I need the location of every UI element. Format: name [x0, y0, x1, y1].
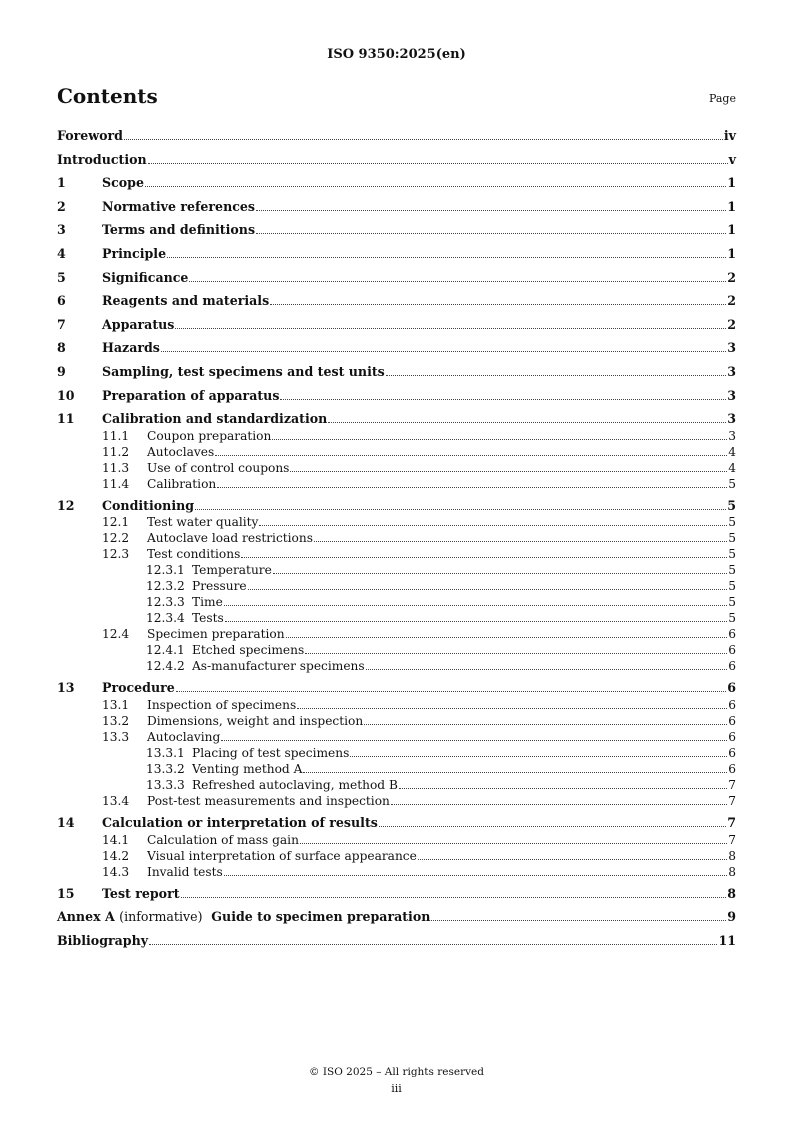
toc-entry-label: Calibration and standardization [102, 411, 328, 427]
dot-leader [221, 740, 727, 741]
dot-leader [256, 210, 726, 211]
toc-entry-page: 6 [728, 713, 736, 728]
toc-entry-number: 12.3.2 [146, 579, 185, 594]
toc-entry-label: Refreshed autoclaving, method B [192, 777, 398, 792]
toc-entry[interactable] [57, 611, 736, 627]
toc-entry-page: 5 [728, 476, 736, 491]
dot-leader [303, 772, 727, 773]
toc-entry-number: 7 [57, 316, 66, 332]
toc-entry-label: Autoclave load restrictions [147, 531, 314, 546]
toc-entry-number: 11.1 [102, 428, 130, 443]
toc-entry[interactable] [57, 933, 736, 957]
dot-leader [224, 875, 727, 876]
toc-entry-label: Normative references [102, 198, 256, 214]
dot-leader [300, 843, 727, 844]
dot-leader [366, 669, 728, 670]
toc-entry[interactable] [57, 461, 736, 477]
toc-entry[interactable] [57, 515, 736, 531]
toc-entry-number: 8 [57, 340, 66, 356]
toc-entry[interactable] [57, 659, 736, 675]
dot-leader [364, 724, 727, 725]
toc-entry-page: 8 [728, 864, 736, 879]
document-id-header: ISO 9350:2025(en) [327, 47, 466, 62]
toc-entry-number: 11.2 [102, 444, 130, 459]
toc-entry-page: 5 [728, 515, 736, 530]
toc-entry-number: 12.3.4 [146, 611, 185, 626]
toc-entry-number: 14.2 [102, 848, 130, 863]
toc-entry-number: 11 [57, 411, 75, 427]
toc-entry-page: 4 [728, 460, 736, 475]
toc-entry-label: Tests [192, 611, 224, 626]
toc-entry-label: Etched specimens [192, 643, 305, 658]
toc-entry-label: Calibration [147, 476, 217, 491]
toc-entry-page: 4 [728, 444, 736, 459]
toc-entry-page: 7 [728, 832, 736, 847]
dot-leader [175, 328, 726, 329]
toc-entry-number: 12.1 [102, 515, 130, 530]
toc-entry-label: Test conditions [147, 547, 241, 562]
toc-entry-page: v [728, 151, 736, 167]
toc-entry-number: 12.4 [102, 627, 130, 642]
page-column-label: Page [708, 92, 736, 105]
toc-entry-page: 6 [728, 761, 736, 776]
dot-leader [161, 351, 726, 352]
toc-entry[interactable] [57, 531, 736, 547]
toc-entry-label: Terms and definitions [102, 222, 256, 238]
toc-entry-number: 3 [57, 222, 66, 238]
page-title: Contents [57, 84, 158, 108]
toc-entry[interactable] [57, 627, 736, 643]
toc-entry-page: 2 [727, 269, 736, 285]
toc-entry-label: As-manufacturer specimens [192, 659, 365, 674]
toc-entry[interactable] [57, 849, 736, 865]
dot-leader [290, 471, 727, 472]
toc-entry[interactable] [57, 886, 736, 910]
toc-entry-number: 12.4.1 [146, 643, 185, 658]
toc-entry-page: 6 [727, 680, 736, 696]
toc-entry-number: 11.4 [102, 476, 130, 491]
toc-entry-number: 14 [57, 814, 75, 830]
toc-entry[interactable] [57, 445, 736, 461]
toc-entry[interactable] [57, 128, 736, 152]
toc-entry-label: Calculation of mass gain [147, 832, 299, 847]
dot-leader [259, 525, 727, 526]
dot-leader [149, 944, 717, 945]
toc-entry[interactable] [57, 595, 736, 611]
toc-entry-label: Autoclaving [147, 729, 221, 744]
toc-entry-number: 4 [57, 245, 66, 261]
toc-entry-number: 2 [57, 198, 66, 214]
toc-entry-number: 14.3 [102, 864, 130, 879]
dot-leader [286, 637, 728, 638]
toc-entry-number: 13.3.3 [146, 777, 185, 792]
toc-entry[interactable] [57, 388, 736, 412]
toc-entry-label: Sampling, test specimens and test units [102, 363, 385, 379]
annex-title: Guide to specimen preparation [211, 909, 431, 925]
dot-leader [270, 304, 726, 305]
toc-entry[interactable] [57, 222, 736, 246]
toc-entry-number: 10 [57, 387, 75, 403]
toc-entry-label: Venting method A [192, 761, 303, 776]
toc-entry[interactable] [57, 199, 736, 223]
toc-entry[interactable] [57, 833, 736, 849]
dot-leader [386, 375, 726, 376]
toc-entry[interactable] [57, 643, 736, 659]
annex-label: Annex A [57, 909, 115, 925]
dot-leader [272, 439, 727, 440]
toc-entry[interactable] [57, 270, 736, 294]
toc-entry-label: Calculation or interpretation of results [102, 814, 378, 830]
dot-leader [217, 487, 727, 488]
toc-entry-page: 3 [727, 411, 736, 427]
toc-entry[interactable] [57, 778, 736, 794]
toc-entry[interactable] [57, 429, 736, 445]
toc-entry-number: 9 [57, 363, 66, 379]
toc-entry-number: 1 [57, 175, 66, 191]
toc-entry-page: 6 [728, 627, 736, 642]
toc-entry-number: 12.4.2 [146, 659, 185, 674]
toc-entry-page: 1 [727, 175, 736, 191]
toc-entry-label: Placing of test specimens [192, 745, 350, 760]
toc-entry-label: Reagents and materials [102, 293, 270, 309]
toc-entry-label: Hazards [102, 340, 160, 356]
toc-entry[interactable] [57, 152, 736, 176]
toc-entry[interactable] [57, 794, 736, 810]
toc-entry-number: 12.3 [102, 547, 130, 562]
toc-entry-label: Use of control coupons [147, 460, 290, 475]
annex-informative-tag: (informative) [119, 909, 203, 925]
toc-entry-number: 6 [57, 293, 66, 309]
toc-entry-label: Temperature [192, 563, 272, 578]
toc-entry-number: 12.2 [102, 531, 130, 546]
dot-leader [280, 399, 726, 400]
toc-entry[interactable] [57, 563, 736, 579]
toc-entry-number: 13.3 [102, 729, 130, 744]
toc-entry-number: 12 [57, 497, 75, 513]
toc-entry-label: Conditioning [102, 497, 195, 513]
toc-entry-number: 13.3.2 [146, 761, 185, 776]
dot-leader [241, 557, 727, 558]
toc-entry-page: 3 [728, 428, 736, 443]
toc-entry-number: 12.3.1 [146, 563, 185, 578]
toc-entry-page: 6 [728, 659, 736, 674]
dot-leader [431, 920, 726, 921]
dot-leader [148, 163, 728, 164]
toc-entry[interactable] [57, 364, 736, 388]
toc-entry-label: Coupon preparation [147, 428, 272, 443]
toc-entry[interactable] [57, 730, 736, 746]
toc-entry-label: Preparation of apparatus [102, 387, 280, 403]
toc-entry[interactable] [57, 579, 736, 595]
toc-entry-label: Scope [102, 175, 144, 191]
toc-entry-page: iv [723, 128, 736, 143]
toc-entry-label: Inspection of specimens [147, 697, 297, 712]
toc-entry-number: 5 [57, 269, 66, 285]
dot-leader [328, 422, 726, 423]
toc-entry[interactable] [57, 746, 736, 762]
toc-entry-page: 3 [727, 387, 736, 403]
toc-entry-label: Dimensions, weight and inspection [147, 713, 364, 728]
toc-entry-page: 7 [728, 793, 736, 808]
toc-entry-label: Time [192, 595, 223, 610]
page-footer [0, 1066, 793, 1095]
toc-entry-number: 13.3.1 [146, 745, 185, 760]
toc-entry-page: 9 [727, 909, 736, 925]
toc-entry-label: Pressure [192, 579, 247, 594]
dot-leader [350, 756, 727, 757]
toc-entry-page: 5 [728, 595, 736, 610]
toc-entry-label: Specimen preparation [147, 627, 285, 642]
dot-leader [305, 653, 727, 654]
toc-entry[interactable] [57, 246, 736, 270]
copyright-notice: © ISO 2025 – All rights reserved [309, 1066, 484, 1078]
toc-entry-number: 13.1 [102, 697, 130, 712]
toc-entry-label: Foreword [57, 128, 123, 143]
dot-leader [225, 621, 727, 622]
toc-entry-label: Bibliography [57, 932, 149, 948]
toc-entry-number: 11.3 [102, 460, 130, 475]
toc-entry[interactable] [57, 698, 736, 714]
dot-leader [314, 541, 727, 542]
toc-entry-label [57, 909, 430, 924]
dot-leader [215, 455, 727, 456]
dot-leader [167, 257, 726, 258]
page-number: iii [391, 1082, 402, 1095]
toc-entry-label: Autoclaves [147, 444, 215, 459]
toc-entry-page: 1 [727, 198, 736, 214]
dot-leader [418, 859, 727, 860]
toc-entry-page: 6 [728, 729, 736, 744]
toc-entry-number: 13 [57, 680, 75, 696]
toc-entry-page: 7 [727, 814, 736, 830]
dot-leader [189, 281, 726, 282]
dot-leader [399, 788, 727, 789]
toc-entry-label: Test water quality [147, 515, 259, 530]
dot-leader [256, 233, 726, 234]
toc-entry[interactable] [57, 175, 736, 199]
dot-leader [176, 691, 726, 692]
toc-entry-page: 3 [727, 363, 736, 379]
toc-entry-page: 5 [727, 497, 736, 513]
toc-entry-label: Visual interpretation of surface appearance [147, 848, 417, 863]
toc-entry-number: 14.1 [102, 832, 130, 847]
toc-entry-number: 13.4 [102, 793, 130, 808]
toc-entry-label: Principle [102, 245, 167, 261]
toc-entry-label: Post-test measurements and inspection [147, 793, 390, 808]
toc-entry[interactable] [57, 293, 736, 317]
toc-entry-label: Apparatus [102, 316, 175, 332]
toc-entry-page: 11 [718, 932, 736, 948]
dot-leader [297, 708, 727, 709]
toc-entry-page: 8 [728, 848, 736, 863]
toc-entry-label: Introduction [57, 151, 147, 167]
toc-entry-label: Test report [102, 885, 180, 901]
toc-entry-page: 5 [728, 611, 736, 626]
toc-entry-number: 13.2 [102, 713, 130, 728]
toc-entry[interactable] [57, 909, 736, 933]
toc-entry[interactable] [57, 477, 736, 493]
toc-entry[interactable] [57, 714, 736, 730]
toc-entry-page: 6 [728, 643, 736, 658]
toc-entry[interactable] [57, 547, 736, 563]
toc-entry-page: 1 [727, 245, 736, 261]
toc-entry-number: 12.3.3 [146, 595, 185, 610]
dot-leader [248, 589, 728, 590]
toc-entry-page: 7 [728, 777, 736, 792]
toc-entry-label: Invalid tests [147, 864, 223, 879]
toc-entry[interactable] [57, 317, 736, 341]
toc-entry-page: 1 [727, 222, 736, 238]
toc-entry[interactable] [57, 340, 736, 364]
dot-leader [391, 804, 727, 805]
dot-leader [273, 573, 727, 574]
toc-entry-label: Significance [102, 269, 189, 285]
toc-entry[interactable] [57, 865, 736, 881]
toc-entry-page: 6 [728, 745, 736, 760]
toc-entry-page: 5 [728, 547, 736, 562]
toc-entry-page: 5 [728, 531, 736, 546]
toc-entry-page: 3 [727, 340, 736, 356]
toc-entry-number: 15 [57, 885, 75, 901]
toc-entry-page: 2 [727, 293, 736, 309]
dot-leader [224, 605, 727, 606]
dot-leader [124, 139, 723, 140]
dot-leader [181, 897, 727, 898]
toc-entry-label: Procedure [102, 680, 175, 696]
dot-leader [195, 509, 726, 510]
toc-entry-page: 5 [728, 579, 736, 594]
toc-entry-page: 2 [727, 316, 736, 332]
dot-leader [145, 186, 726, 187]
dot-leader [379, 826, 726, 827]
toc-entry-page: 8 [727, 885, 736, 901]
table-of-contents [57, 128, 736, 956]
toc-entry-page: 6 [728, 697, 736, 712]
toc-entry[interactable] [57, 762, 736, 778]
toc-entry-page: 5 [728, 563, 736, 578]
